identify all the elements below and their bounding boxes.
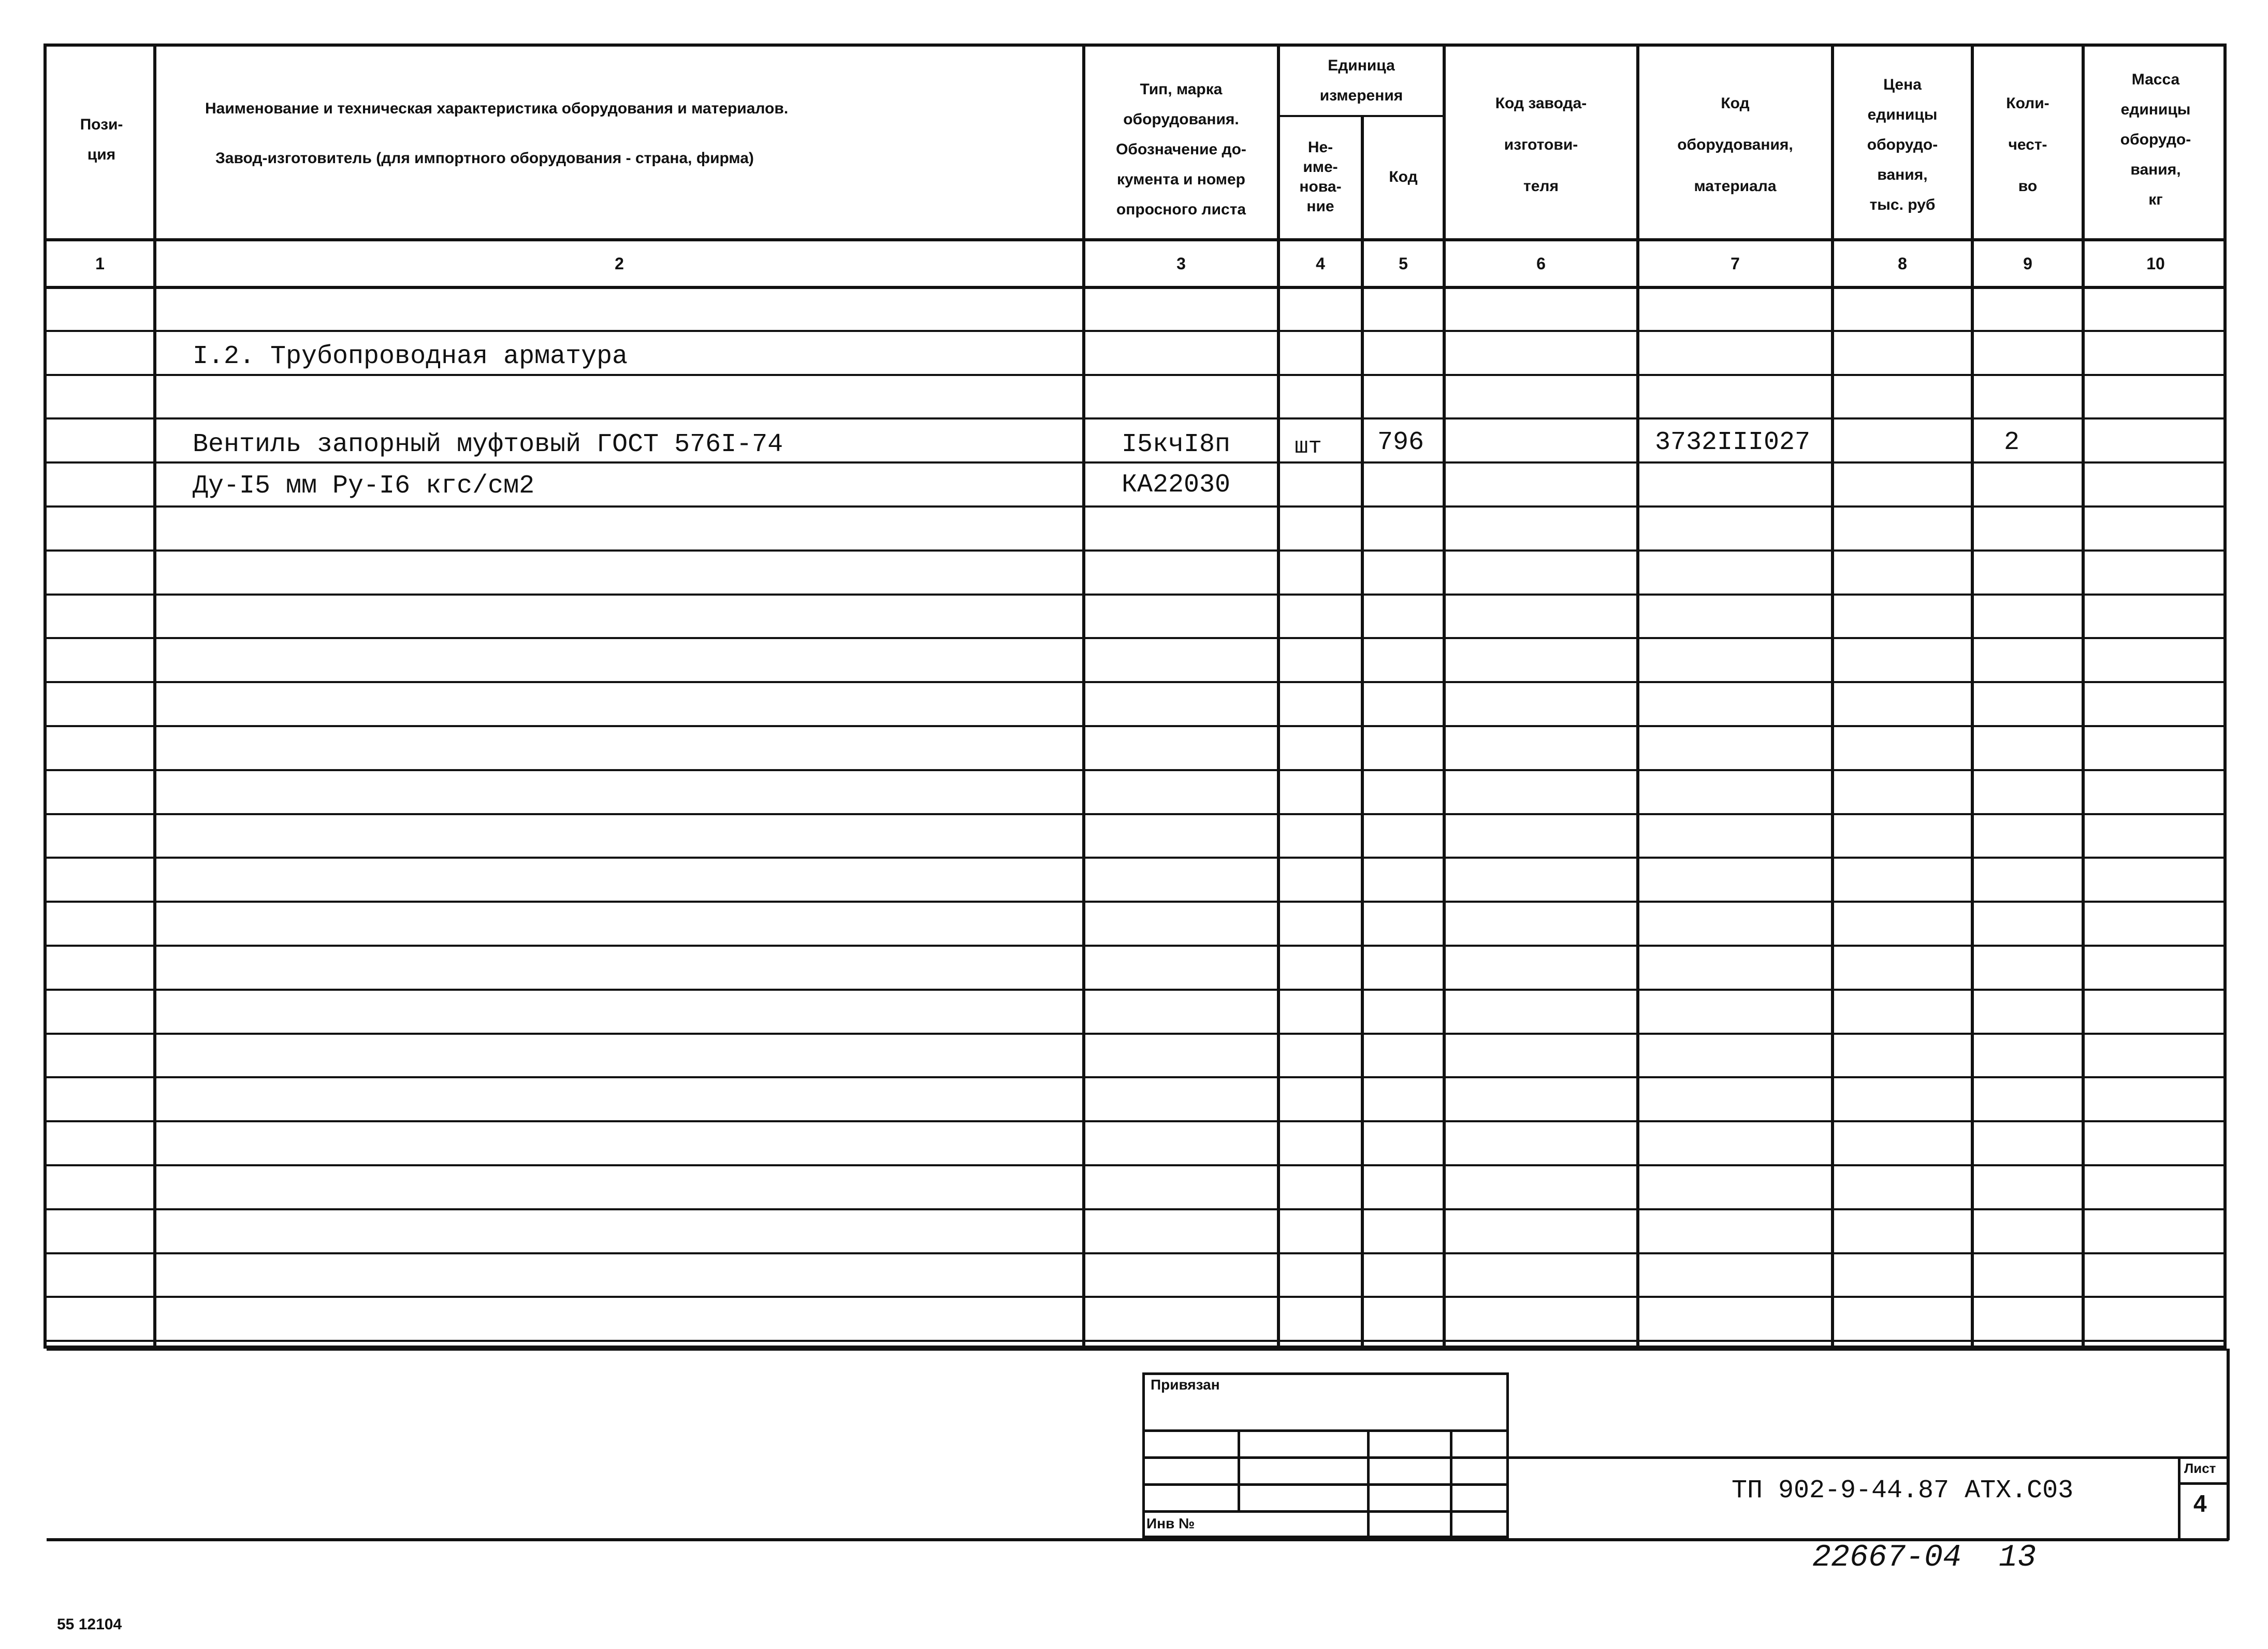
colnum-6: 6 xyxy=(1536,254,1546,273)
table-row-line xyxy=(43,769,2227,771)
header-quantity: Коли- чест- во xyxy=(2006,95,2049,195)
header-position: Пози- ция xyxy=(80,116,123,163)
sheet-box-divider xyxy=(2178,1456,2180,1538)
stamp-top-line xyxy=(47,1349,2229,1351)
header-type: Тип, марка оборудования. Обозначение до- кумента и номер опросного листа xyxy=(1116,81,1246,218)
table-row-line xyxy=(43,681,2227,683)
table-row-line xyxy=(43,1120,2227,1122)
table-row-line xyxy=(43,637,2227,639)
header-unit-group: Единица измерения xyxy=(1319,57,1403,104)
linked-box-col xyxy=(1367,1429,1370,1538)
header-plant-code: Код завода- изготови- теля xyxy=(1495,95,1587,195)
col-divider xyxy=(1361,115,1364,1349)
table-row-line xyxy=(43,417,2227,420)
item-name: Вентиль запорный муфтовый ГОСТ 576I-74 xyxy=(193,430,783,459)
sheet-label: Лист xyxy=(2184,1460,2216,1476)
table-row-line xyxy=(43,857,2227,859)
table-row-line xyxy=(43,505,2227,508)
header-name-line2: Завод-изготовитель (для импортного оборудования - страна, фирма) xyxy=(215,150,754,167)
item-equipment-code: 3732III027 xyxy=(1655,428,1811,457)
table-row-line xyxy=(43,1208,2227,1210)
stamp-right-edge xyxy=(2227,1349,2230,1540)
table-row-line xyxy=(43,461,2227,464)
sheet-box-line xyxy=(2178,1482,2229,1485)
colnum-bottom-line xyxy=(43,286,2227,289)
doc-code-top-line xyxy=(1509,1456,2229,1459)
table-row-line xyxy=(43,945,2227,947)
linked-box xyxy=(1142,1372,1509,1538)
item-name-cont: Ду-I5 мм Ру-I6 кгс/см2 xyxy=(193,471,535,501)
linked-box-col xyxy=(1238,1429,1240,1510)
table-row-line xyxy=(43,813,2227,815)
inv-label: Инв № xyxy=(1146,1515,1195,1531)
colnum-1: 1 xyxy=(95,254,105,273)
table-row-line xyxy=(43,1076,2227,1078)
linked-label: Привязан xyxy=(1151,1377,1220,1393)
colnum-9: 9 xyxy=(2023,254,2032,273)
item-quantity: 2 xyxy=(2004,428,2020,457)
colnum-5: 5 xyxy=(1399,254,1408,273)
header-name-line1: Наименование и техническая характеристика оборудования и материалов. xyxy=(205,100,789,117)
header-unit-name: Не- име- нова- ние xyxy=(1299,139,1342,215)
item-type-cont: КА22030 xyxy=(1122,470,1231,500)
table-row-line xyxy=(43,549,2227,552)
section-title: I.2. Трубопроводная арматура xyxy=(193,342,628,371)
colnum-8: 8 xyxy=(1898,254,1907,273)
colnum-7: 7 xyxy=(1731,254,1740,273)
linked-box-line xyxy=(1142,1483,1509,1486)
colnum-3: 3 xyxy=(1176,254,1186,273)
table-row-line xyxy=(43,725,2227,727)
table-row-line xyxy=(43,1252,2227,1254)
colnum-4: 4 xyxy=(1316,254,1325,273)
table-row-line xyxy=(43,989,2227,991)
footer-code: 55 12104 xyxy=(57,1616,122,1633)
header-equipment-code: Код оборудования, материала xyxy=(1677,95,1793,195)
item-unit-code: 796 xyxy=(1377,428,1424,457)
table-row-line xyxy=(43,594,2227,596)
sheet-number: 4 xyxy=(2193,1490,2207,1517)
colnum-10: 10 xyxy=(2146,254,2165,273)
linked-box-line xyxy=(1142,1456,1509,1459)
table-row-line xyxy=(43,1033,2227,1035)
table-row-line xyxy=(43,374,2227,376)
archive-number: 22667-04 13 xyxy=(1812,1540,2037,1575)
table-row-line xyxy=(43,1164,2227,1166)
header-price: Цена единицы оборудо- вания, тыс. руб xyxy=(1867,76,1938,213)
unit-group-divider xyxy=(1277,115,1443,117)
linked-box-line xyxy=(1142,1429,1509,1432)
item-type: I5кчI8п xyxy=(1122,430,1231,459)
document-code: ТП 902-9-44.87 АТХ.С03 xyxy=(1732,1476,2074,1506)
header-mass: Масса единицы оборудо- вания, кг xyxy=(2120,71,2191,208)
table-row-line xyxy=(43,1340,2227,1342)
linked-box-line xyxy=(1142,1510,1509,1513)
item-unit: шт xyxy=(1295,434,1322,460)
linked-box-col xyxy=(1450,1429,1452,1538)
header-unit-code: Код xyxy=(1389,168,1418,185)
table-row-line xyxy=(43,901,2227,903)
header-bottom-line xyxy=(43,238,2227,241)
colnum-2: 2 xyxy=(615,254,624,273)
table-row-line xyxy=(43,1296,2227,1298)
table-row-line xyxy=(43,330,2227,332)
